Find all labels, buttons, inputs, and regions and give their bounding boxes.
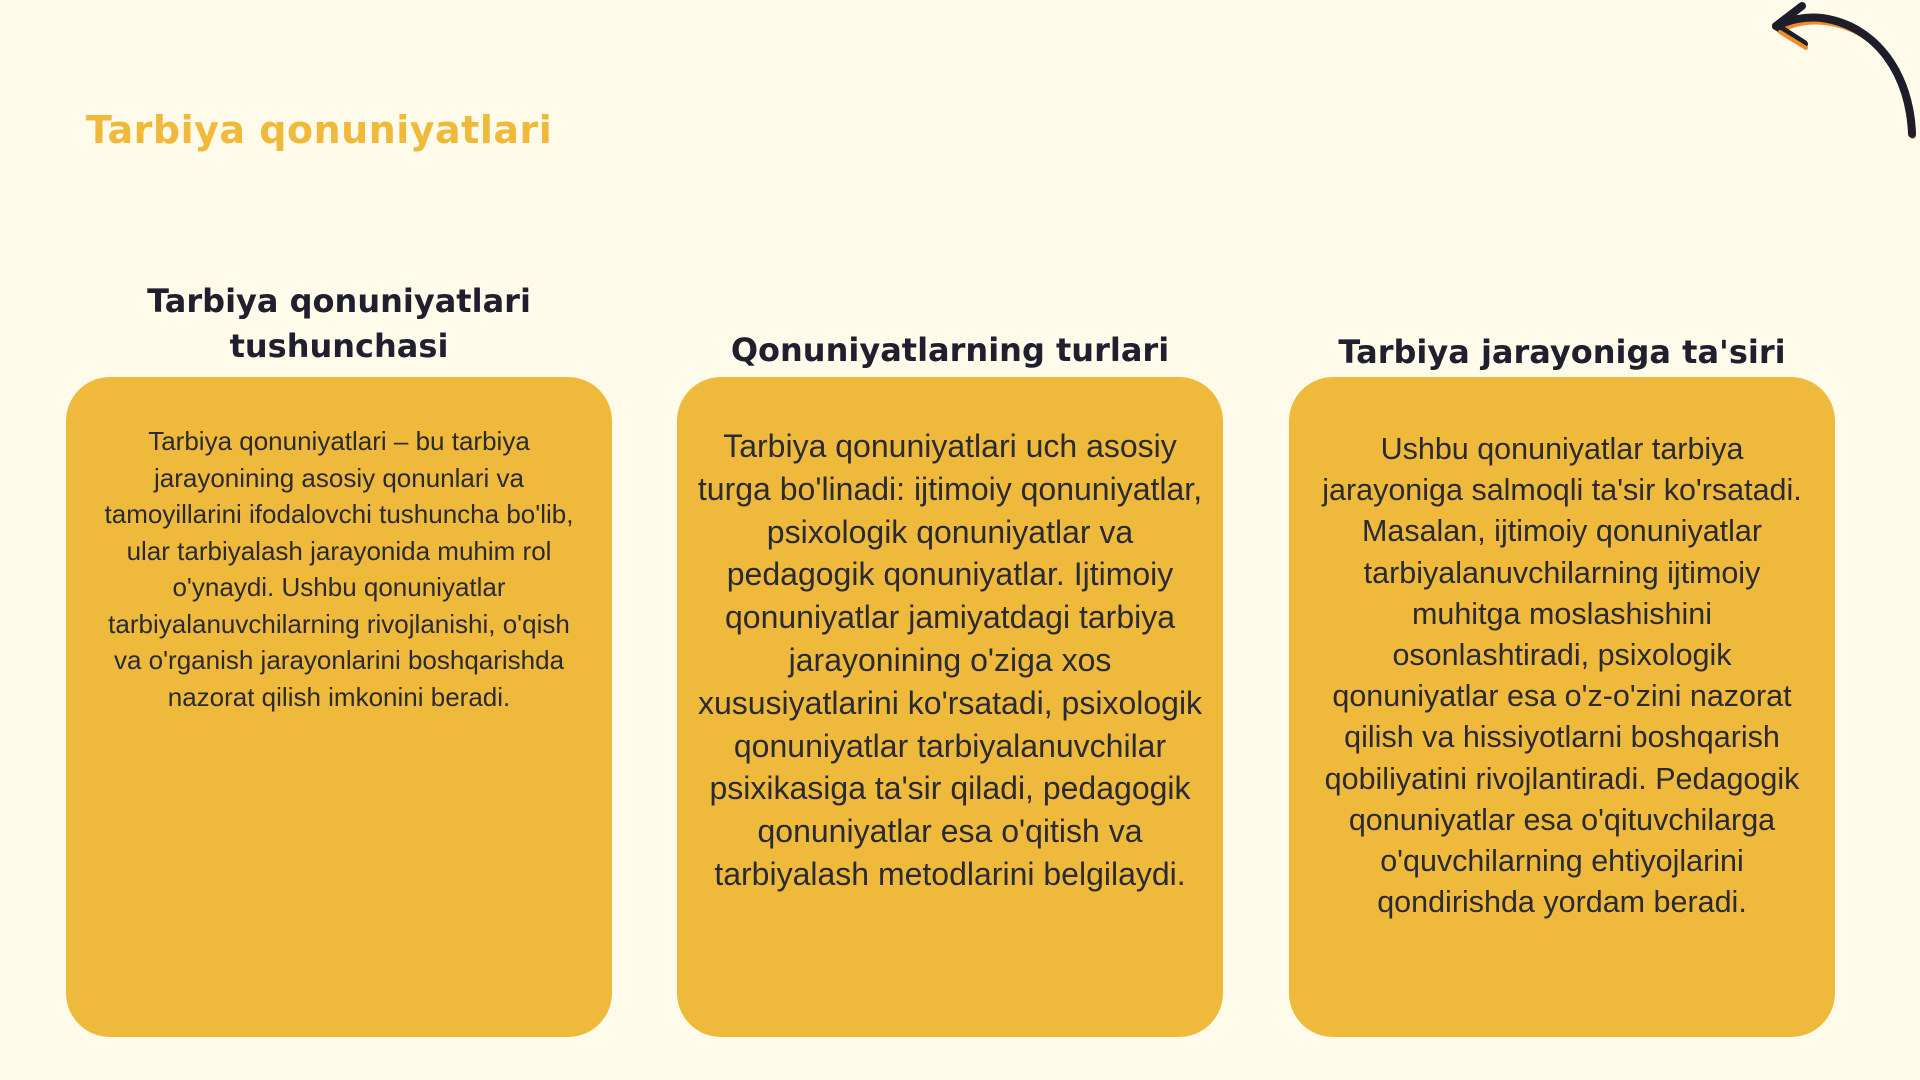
card-heading: Tarbiya qonuniyatlari tushunchasi: [147, 282, 531, 365]
card-text: Tarbiya qonuniyatlari – bu tarbiya jarayonining asosiy qonunlari va tamoyillarini ifodalovchi tushuncha bo'lib, ular tarbiyalash jarayonida muhim rol o'ynaydi. Ushbu qonuniyatlar tarbiyalanuvchilarning rivojlanishi, o'qish va o'rganish jarayonlarini boshqarishda nazorat qilish imkonini beradi.: [104, 426, 574, 712]
card-text: Tarbiya qonuniyatlari uch asosiy turga bo'linadi: ijtimoiy qonuniyatlar, psixologik qonuniyatlar va pedagogik qonuniyatlar. Ijtimoiy qonuniyatlar jamiyatdagi tarbiya jarayonining o'ziga xos xususiyatlarini ko'rsatadi, psixologik qonuniyatlar tarbiyalanuvchilar psixikasiga ta'sir qiladi, pedagogik qonuniyatlar esa o'qitish va tarbiyalash metodlarini belgilaydi.: [697, 428, 1203, 892]
info-card: [1289, 377, 1835, 1037]
card-column-influence: [1289, 0, 1835, 1080]
info-card: [677, 377, 1223, 1037]
card-column-concept: [66, 0, 612, 1080]
card-text: Ushbu qonuniyatlar tarbiya jarayoniga salmoqli ta'sir ko'rsatadi. Masalan, ijtimoiy qonuniyatlar tarbiyalanuvchilarning ijtimoiy muhitga moslashishini osonlashtiradi, psixologik qonuniyatlar esa o'z-o'zini nazorat qilish va hissiyotlarni boshqarish qobiliyatini rivojlantiradi. Pedagogik qonuniyatlar esa o'qituvchilarga o'quvchilarning ehtiyojlarini qondirishda yordam beradi.: [1322, 432, 1802, 920]
info-card: [66, 377, 612, 1037]
card-column-types: [677, 0, 1223, 1080]
page-title: Tarbiya qonuniyatlari: [86, 108, 553, 152]
card-heading: Qonuniyatlarning turlari: [730, 331, 1170, 369]
card-heading: Tarbiya jarayoniga ta'siri: [1338, 333, 1786, 371]
